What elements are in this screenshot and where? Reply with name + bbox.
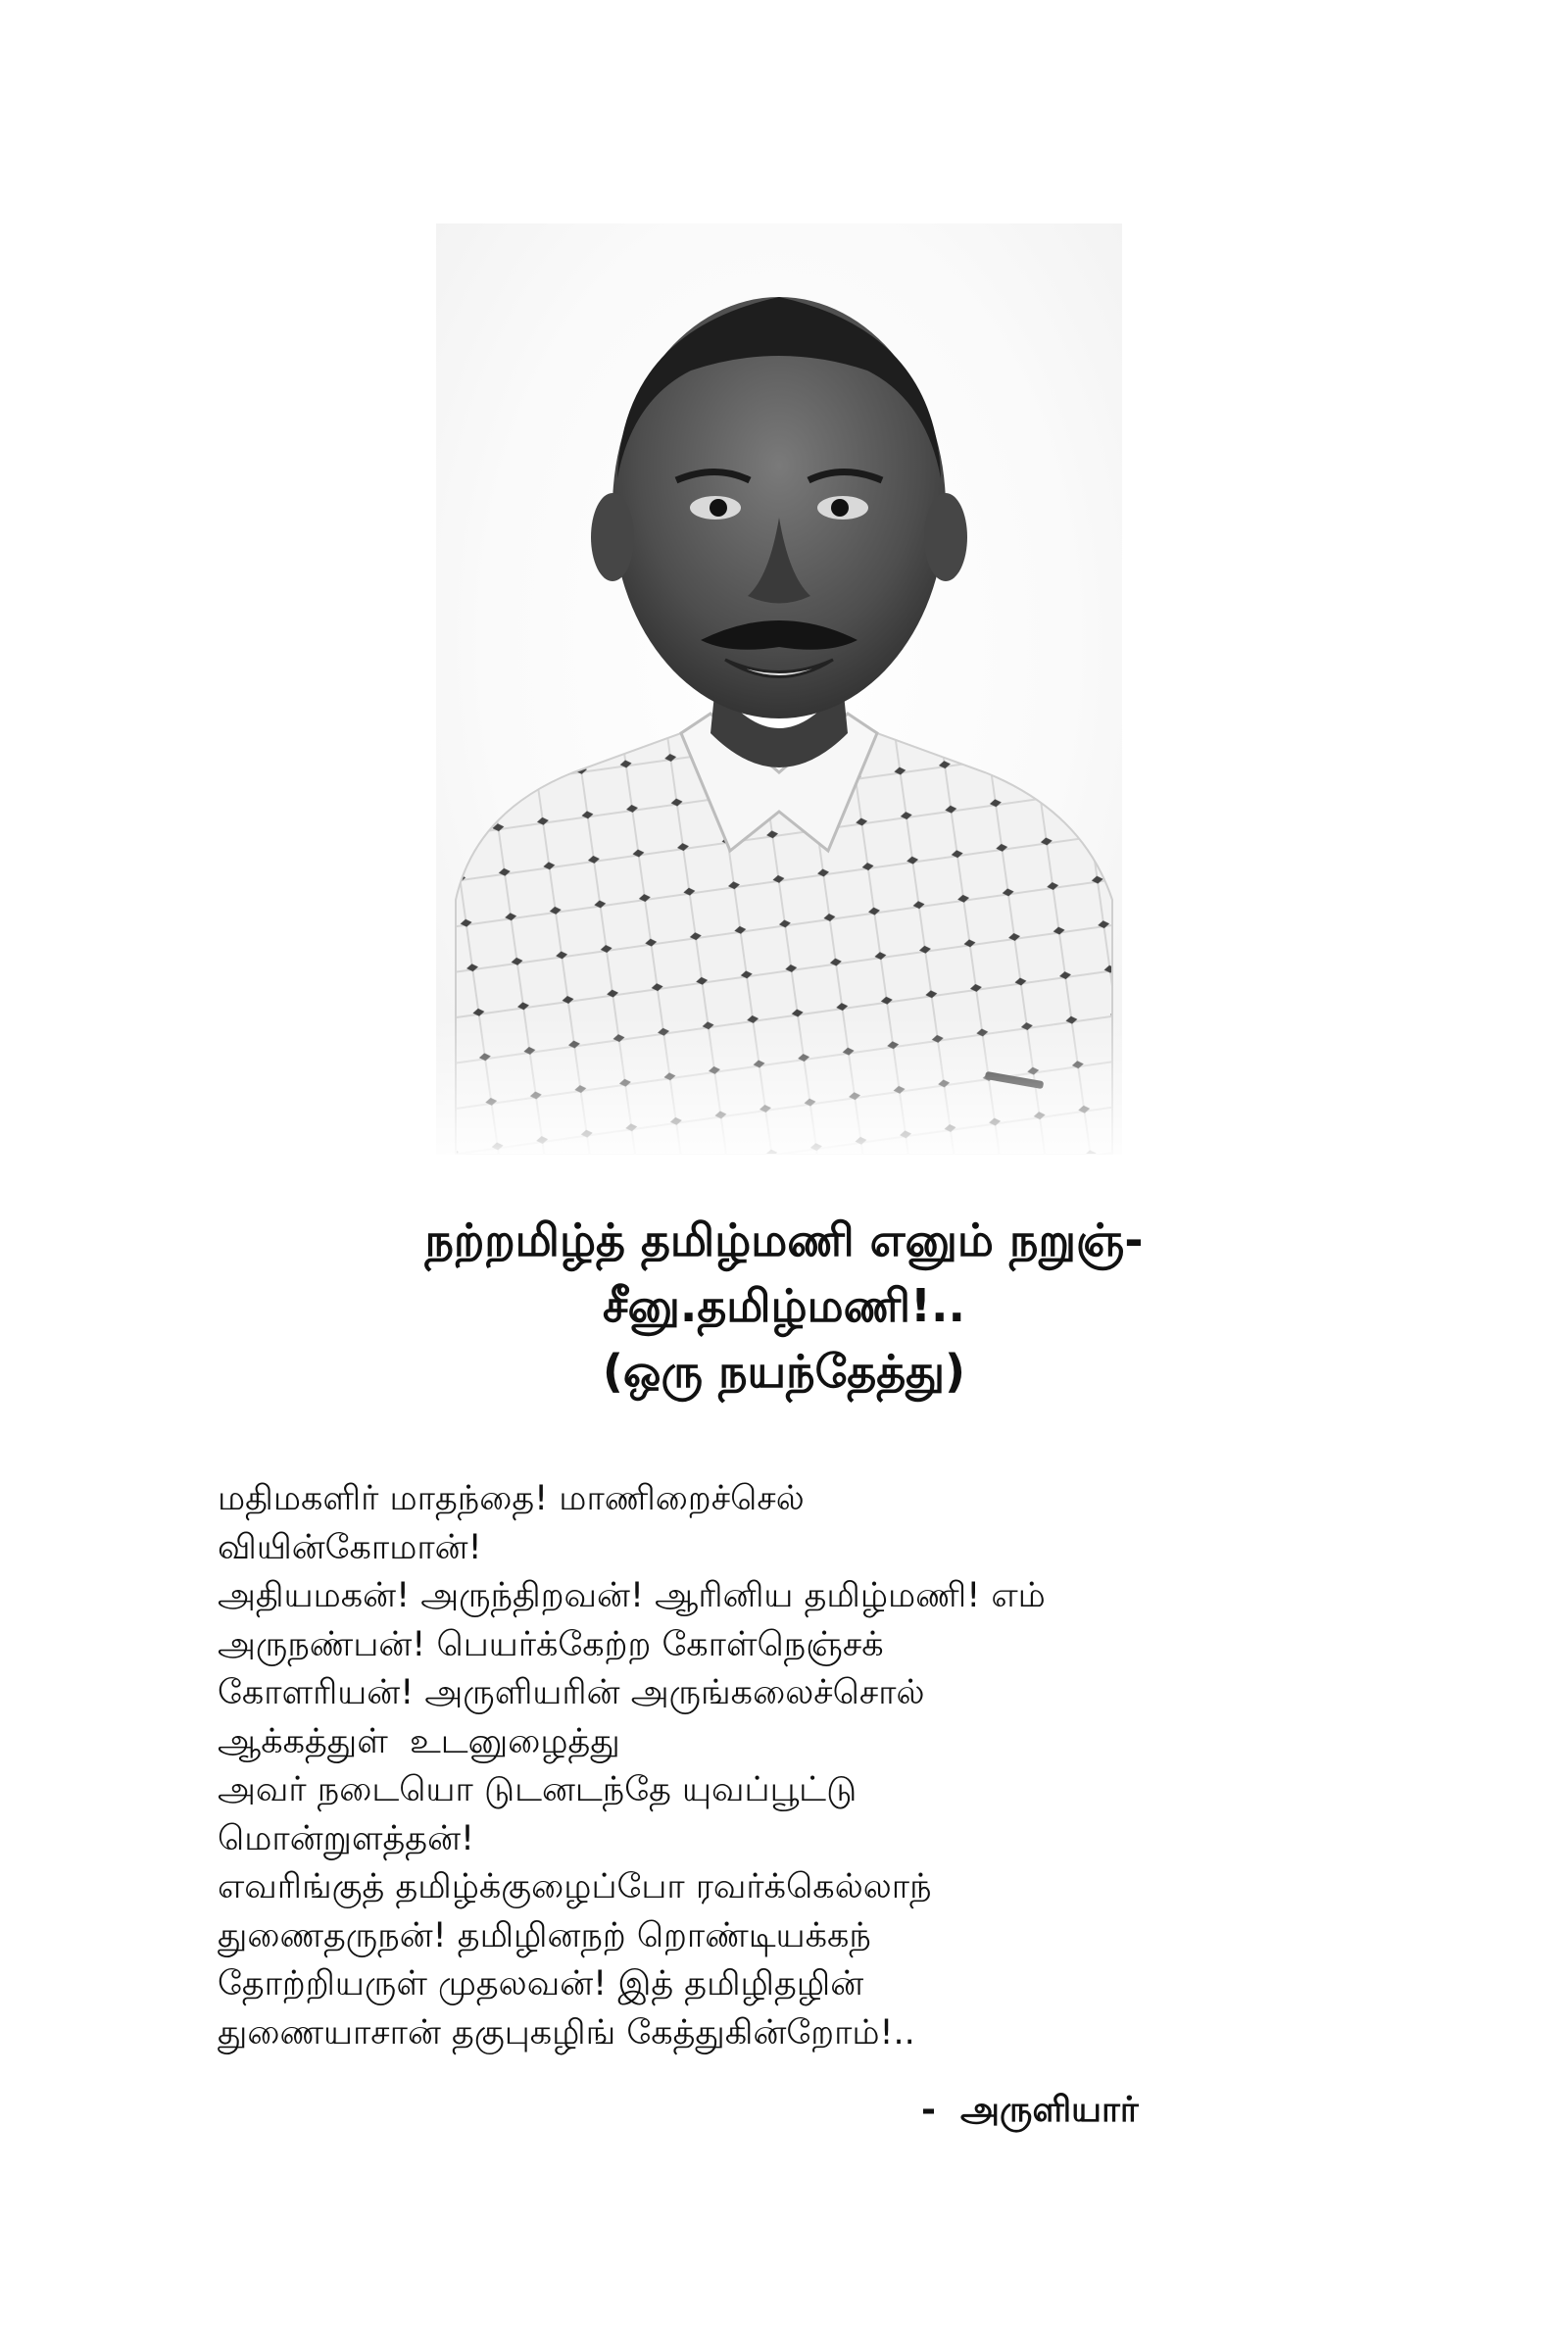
title-line-3: (ஒரு நயந்தேத்து) [602, 1345, 966, 1398]
poem-line: அவர் நடையொ டுடனடந்தே யுவப்பூட்டு [218, 1770, 858, 1809]
poem-line: ஆக்கத்துள் உடனுழைத்து [218, 1721, 620, 1761]
poem-line: மொன்றுளத்தன்! [218, 1818, 475, 1858]
author-signature: - அருளியார் [921, 2090, 1139, 2130]
title-line-2: சீனு.தமிழ்மணி!.. [603, 1279, 965, 1332]
article-title [0, 1208, 1568, 1405]
poem-line: துணைதருநன்! தமிழினநற் றொண்டியக்கந் [218, 1915, 871, 1955]
poem-line: எவரிங்குத் தமிழ்க்குழைப்போ ரவர்க்கெல்லாந் [218, 1867, 932, 1906]
poem-line: அருநண்பன்! பெயர்க்கேற்ற கோள்நெஞ்சக் [218, 1624, 884, 1664]
poem-line: அதியமகன்! அருந்திறவன்! ஆரினிய தமிழ்மணி! எம் [218, 1576, 1046, 1615]
title-line-1: நற்றமிழ்த் தமிழ்மணி எனும் நறுஞ்- [424, 1213, 1144, 1266]
poem-line: துணையாசான் தகுபுகழிங் கேத்துகின்றோம்!.. [218, 2012, 915, 2053]
poem-line: வியின்கோமான்! [218, 1527, 482, 1567]
portrait-photo [436, 223, 1122, 1155]
poem-body [218, 1475, 1374, 2057]
portrait-illustration [436, 223, 1122, 1155]
poem-line: தோற்றியருள் முதலவன்! இத் தமிழிதழின் [218, 1964, 864, 2003]
poem-line: கோளரியன்! அருளியரின் அருங்கலைச்சொல் [218, 1673, 925, 1712]
poem-line: மதிமகளிர் மாதந்தை! மாணிறைச்செல் [218, 1479, 805, 1518]
